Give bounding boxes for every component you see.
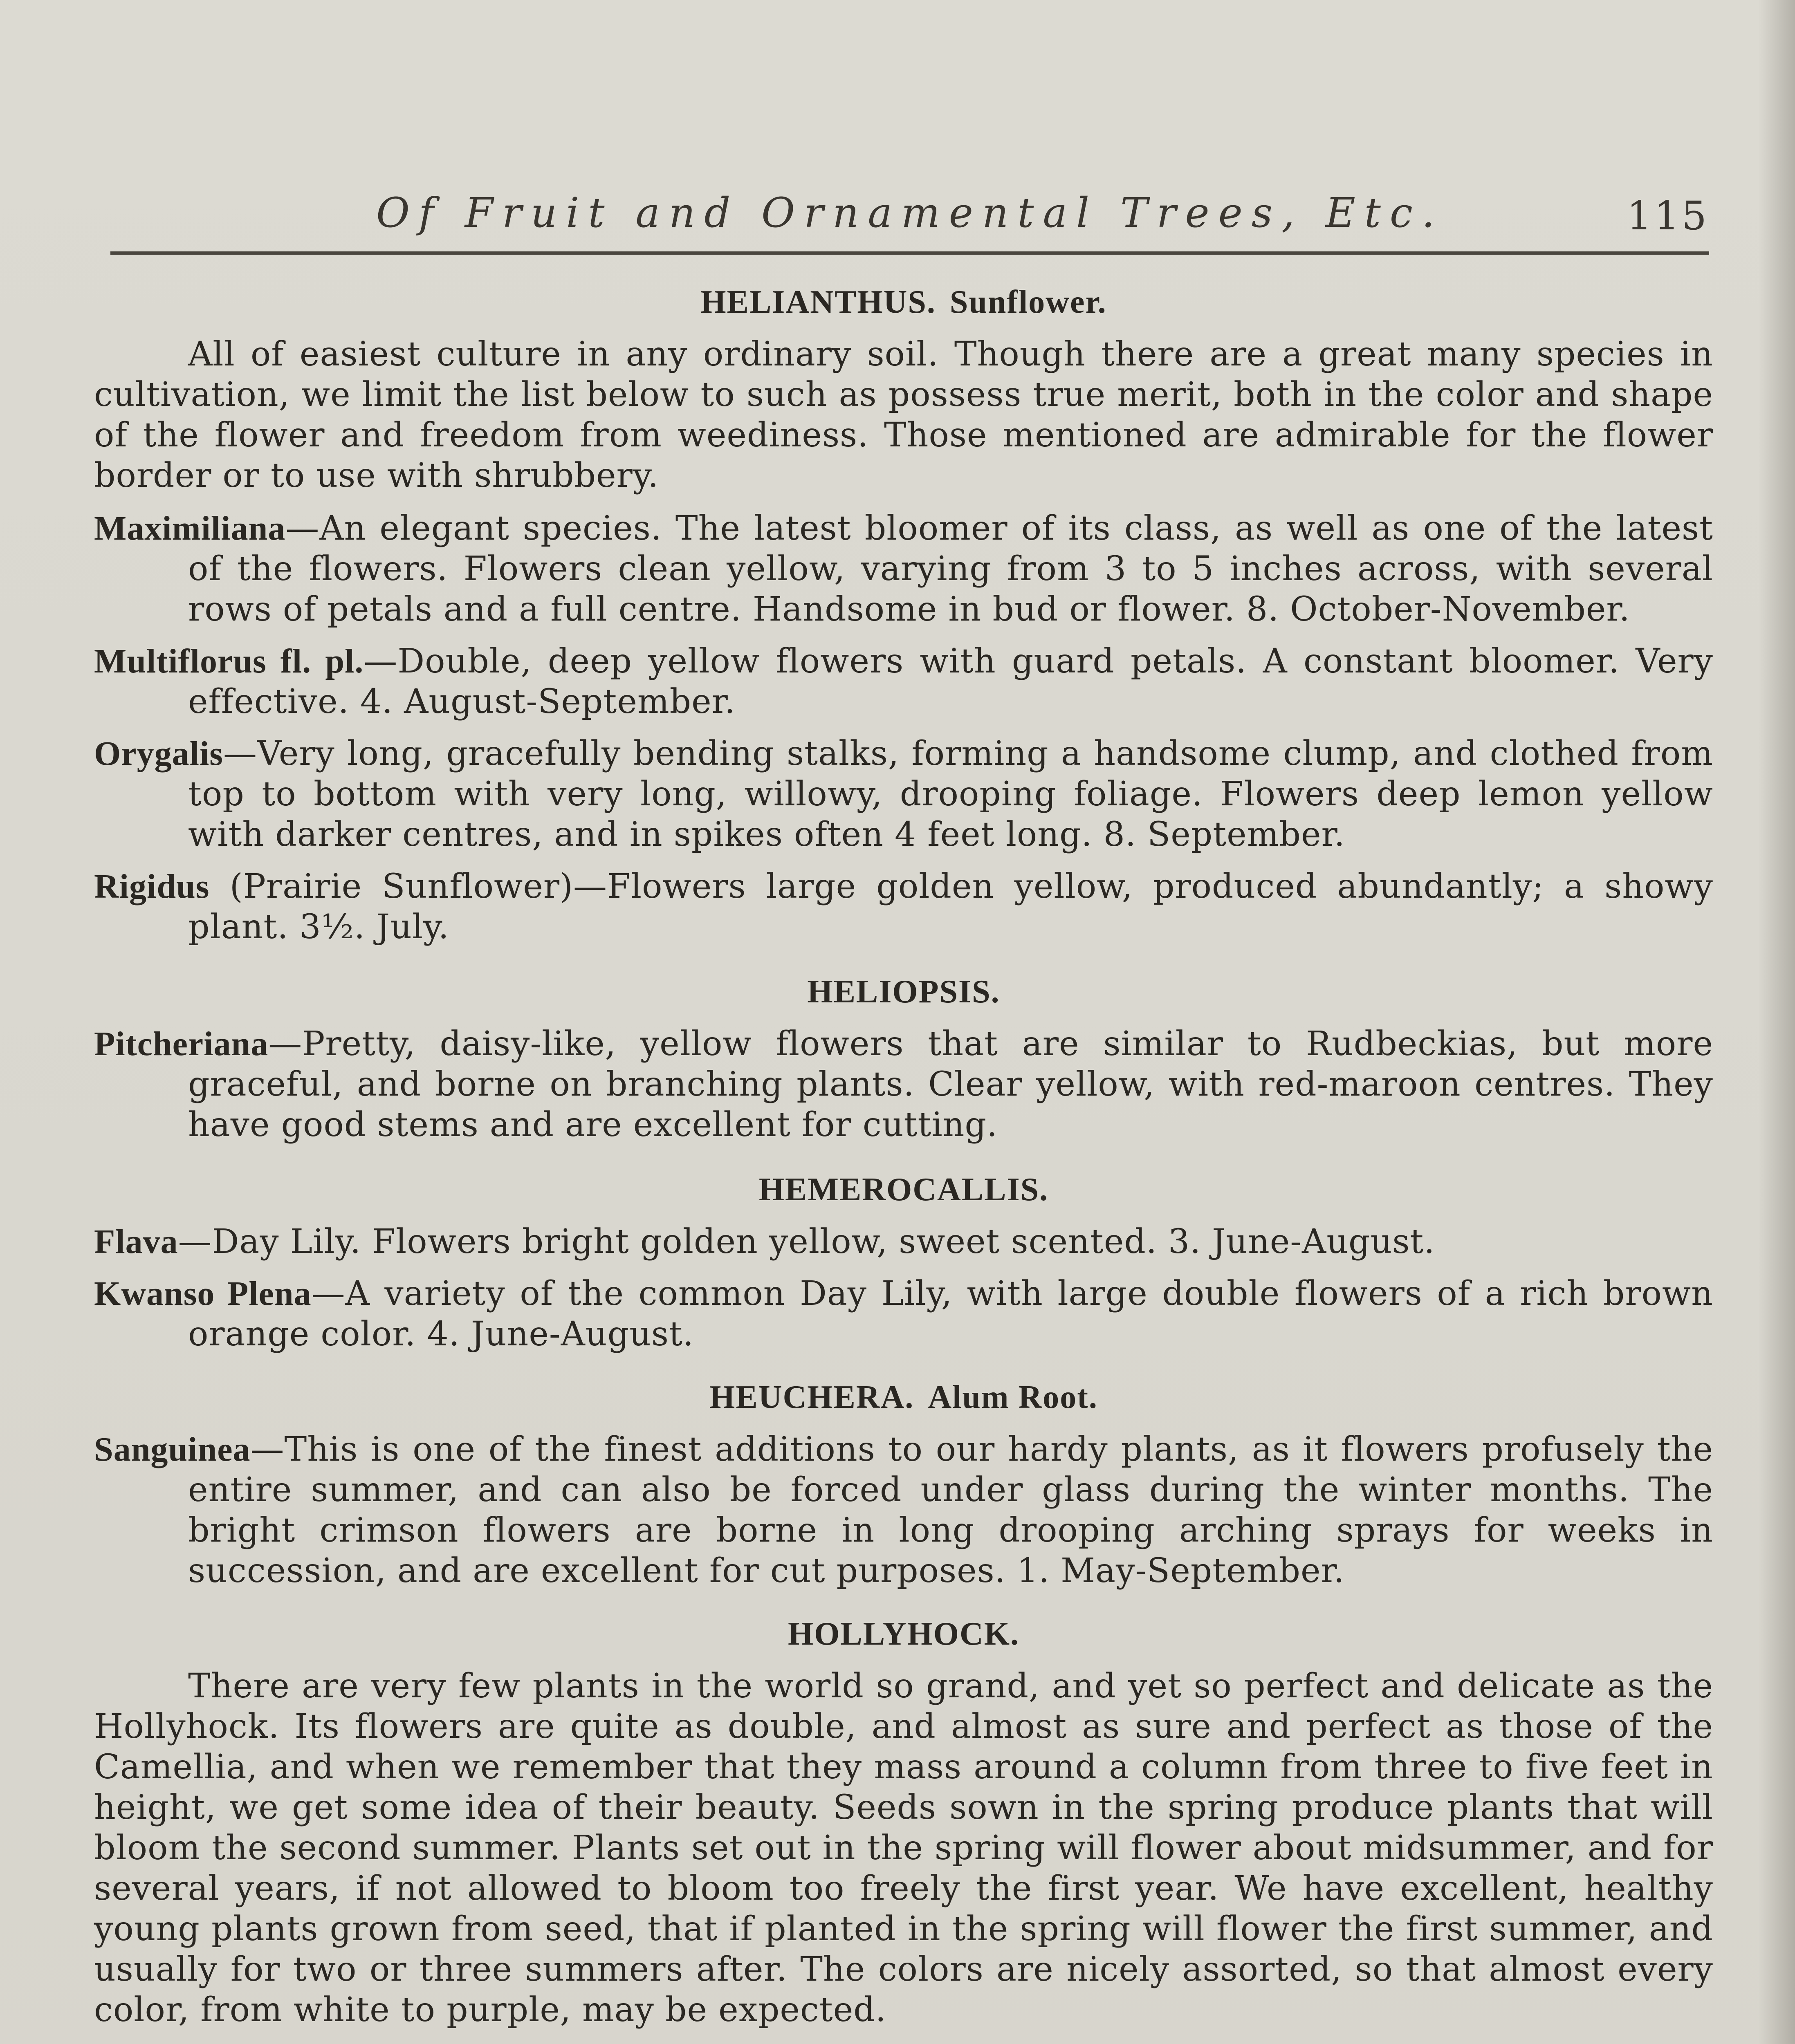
- section-title: [94, 1170, 1713, 1210]
- running-head: [114, 185, 1709, 254]
- section-hemerocallis: [94, 1170, 1713, 1354]
- page-content: [94, 282, 1713, 2044]
- section-heuchera: [94, 1377, 1713, 1591]
- section-title: [94, 972, 1713, 1012]
- section-subtitle: Sunflower.: [949, 284, 1107, 320]
- entry-name: Orygalis: [94, 735, 223, 773]
- entry-text: —An elegant species. The latest bloomer of its class, as well as one of the latest of the flowers. Flowers clean yellow, varying from 3 to 5 inches across, with several rows of petals and a full centre. Handsome in bud or flower. 8. October-November.: [188, 509, 1713, 629]
- running-title: Of Fruit and Ornamental Trees, Etc.: [376, 189, 1444, 237]
- entry-name: Kwanso Plena: [94, 1275, 312, 1313]
- entry-rigidus: [94, 866, 1713, 947]
- entry-text: —This is one of the finest additions to our hardy plants, as it flowers profusely the entire summer, and can also be forced under glass during the winter months. The bright crimson flowers are borne in long drooping arching sprays for weeks in succession, and are excellent for cut purposes. 1. May-September.: [188, 1430, 1713, 1590]
- entry-pitcheriana: [94, 1024, 1713, 1145]
- entry-sanguinea: [94, 1429, 1713, 1591]
- section-title-text: HELIANTHUS.: [700, 284, 936, 320]
- entry-name: Rigidus: [94, 867, 210, 905]
- section-title-text: HOLLYHOCK.: [788, 1616, 1020, 1652]
- entry-text: —Day Lily. Flowers bright golden yellow, sweet scented. 3. June-August.: [178, 1222, 1435, 1261]
- entry-text: —Pretty, daisy-like, yellow flowers that are similar to Rudbeckias, but more graceful, and borne on branching plants. Clear yellow, with red-maroon centres. They have good stems and are excellent for cutting.: [188, 1024, 1713, 1144]
- section-intro: All of easiest culture in any ordinary soil. Though there are a great many species in cultivation, we limit the list below to such as possess true merit, both in the color and shape of the flower and freedom from weediness. Those mentioned are admirable for the flower border or to use with shrubbery.: [94, 335, 1713, 495]
- entry-maximiliana: [94, 508, 1713, 630]
- section-title-text: HEUCHERA.: [709, 1379, 914, 1415]
- binding-shadow: [1758, 0, 1795, 2044]
- entry-kwanso-plena: [94, 1273, 1713, 1354]
- entry-orygalis: [94, 733, 1713, 855]
- section-hollyhock: [94, 1614, 1713, 2030]
- entry-multiflorus: [94, 641, 1713, 722]
- entry-name: Pitcheriana: [94, 1025, 269, 1063]
- entry-name: Multiflorus fl. pl.: [94, 642, 364, 680]
- section-title: [94, 282, 1713, 323]
- entry-text: —Very long, gracefully bending stalks, forming a handsome clump, and clothed from top to bottom with very long, willowy, drooping foliage. Flowers deep lemon yellow with darker centres, and in spikes often 4 feet long. 8. September.: [188, 734, 1713, 854]
- entry-text: —Double, deep yellow flowers with guard petals. A constant bloomer. Very effective. 4. August-September.: [188, 642, 1713, 721]
- section-intro: There are very few plants in the world so grand, and yet so perfect and delicate as the Hollyhock. Its flowers are quite as double, and almost as sure and perfect as those of the Camellia, and when we remember that they mass around a column from three to five feet in height, we get some idea of their beauty. Seeds sown in the spring produce plants that will bloom the second summer. Plants set out in the spring will flower about midsummer, and for several years, if not allowed to bloom too freely the first year. We have excellent, healthy young plants grown from seed, that if planted in the spring will flower the first summer, and usually for two or three summers after. The colors are nicely assorted, so that almost every color, from white to purple, may be expected.: [94, 1667, 1713, 2029]
- page-number: 115: [1627, 193, 1709, 239]
- entry-flava: [94, 1221, 1713, 1262]
- entry-name: Maximiliana: [94, 509, 286, 547]
- entry-name: Flava: [94, 1223, 178, 1261]
- section-subtitle: Alum Root.: [928, 1379, 1098, 1415]
- section-title: [94, 1614, 1713, 1654]
- section-title: [94, 1377, 1713, 1418]
- header-rule: [110, 251, 1709, 255]
- entry-text: (Prairie Sunflower)—Flowers large golden yellow, produced abundantly; a showy plant. 3½. July.: [188, 867, 1713, 946]
- section-title-text: HEMEROCALLIS.: [758, 1172, 1049, 1208]
- section-helianthus: [94, 282, 1713, 947]
- entry-name: Sanguinea: [94, 1430, 251, 1468]
- section-heliopsis: [94, 972, 1713, 1145]
- section-title-text: HELIOPSIS.: [807, 974, 1000, 1010]
- entry-text: —A variety of the common Day Lily, with large double flowers of a rich brown orange color. 4. June-August.: [188, 1274, 1713, 1354]
